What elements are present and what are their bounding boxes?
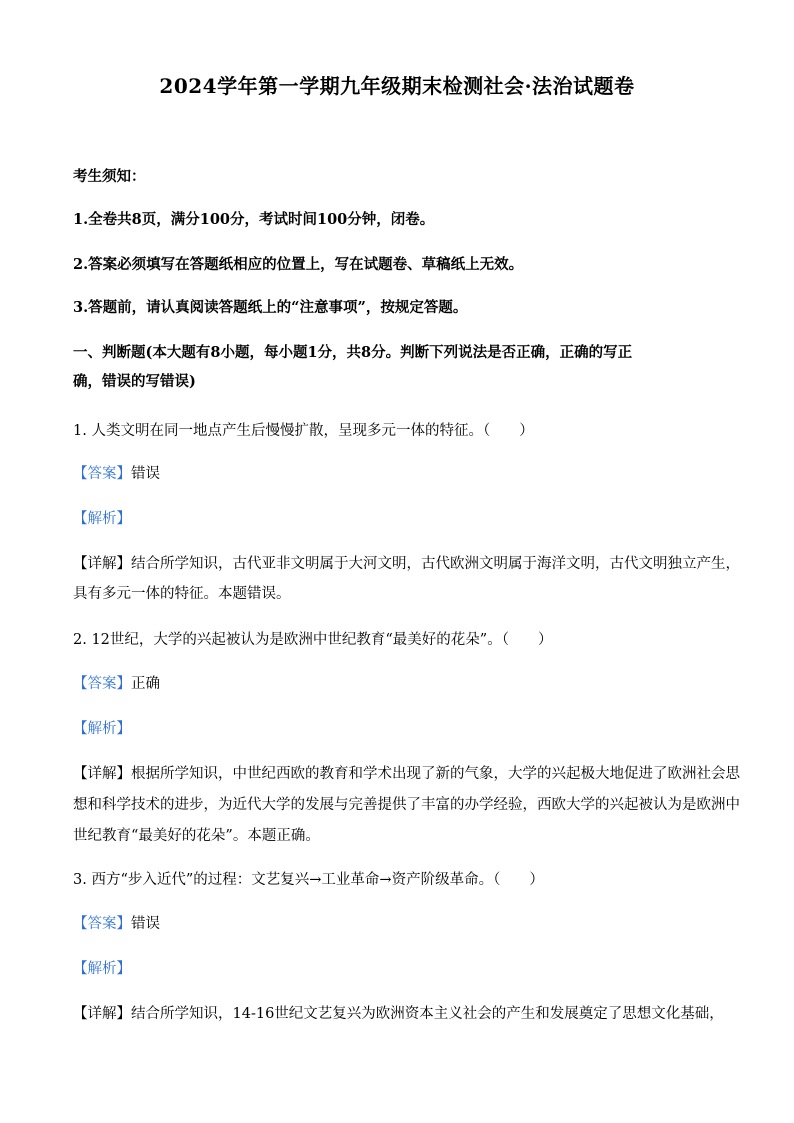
section-heading-line-2: 确，错误的写错误) [73, 373, 196, 390]
question-2-analysis-label: 【解析】 [73, 721, 131, 737]
detail-label: 【详解】 [73, 766, 131, 782]
detail-text: 根据所学知识，中世纪西欧的教育和学术出现了新的气象，大学的兴起极大地促进了欧洲社会思 [131, 766, 740, 782]
question-2-text: 2. 12世纪，大学的兴起被认为是欧洲中世纪教育“最美好的花朵”。（ ） [73, 632, 553, 648]
detail-text: 结合所学知识，14-16世纪文艺复兴为欧洲资本主义社会的产生和发展奠定了思想文化基础， [131, 1006, 724, 1022]
question-3-answer [73, 911, 723, 937]
question-1-detail-line-1 [73, 551, 740, 577]
question-2-answer [73, 671, 723, 697]
notice-item-2: 2.答案必须填写在答题纸相应的位置上，写在试题卷、草稿纸上无效。 [73, 256, 524, 273]
notice-item-1: 1.全卷共8页，满分100分，考试时间100分钟，闭卷。 [73, 211, 435, 228]
question-1-detail-line-2: 具有多元一体的特征。本题错误。 [73, 586, 291, 602]
answer-label: 【答案】 [73, 676, 131, 692]
notice-heading: 考生须知： [73, 168, 146, 185]
question-3-analysis-label: 【解析】 [73, 961, 131, 977]
page-title: 2024学年第一学期九年级期末检测社会·法治试题卷 [159, 74, 635, 98]
answer-label: 【答案】 [73, 916, 131, 932]
question-1-analysis-label: 【解析】 [73, 511, 131, 527]
notice-item-3: 3.答题前，请认真阅读答题纸上的“注意事项”，按规定答题。 [73, 299, 468, 316]
answer-value: 错误 [131, 466, 160, 482]
detail-label: 【详解】 [73, 556, 131, 572]
question-1-answer [73, 461, 723, 487]
question-2-detail-line-2: 想和科学技术的进步，为近代大学的发展与完善提供了丰富的办学经验，西欧大学的兴起被认为是欧洲中 [73, 797, 740, 813]
answer-value: 正确 [131, 676, 160, 692]
detail-text: 结合所学知识，古代亚非文明属于大河文明，古代欧洲文明属于海洋文明，古代文明独立产生， [131, 556, 740, 572]
answer-label: 【答案】 [73, 466, 131, 482]
question-2-detail-line-1 [73, 761, 740, 787]
detail-label: 【详解】 [73, 1006, 131, 1022]
answer-value: 错误 [131, 916, 160, 932]
question-3-detail-line-1 [73, 1001, 723, 1027]
question-1-text: 1. 人类文明在同一地点产生后慢慢扩散，呈现多元一体的特征。（ ） [73, 423, 534, 439]
question-2-detail-line-3: 世纪教育“最美好的花朵”。本题正确。 [73, 828, 320, 844]
section-heading-line-1: 一、判断题(本大题有8小题，每小题1分，共8分。判断下列说法是否正确，正确的写正 [73, 344, 633, 361]
question-3-text: 3. 西方“步入近代”的过程：文艺复兴→工业革命→资产阶级革命。（ ） [73, 872, 544, 888]
